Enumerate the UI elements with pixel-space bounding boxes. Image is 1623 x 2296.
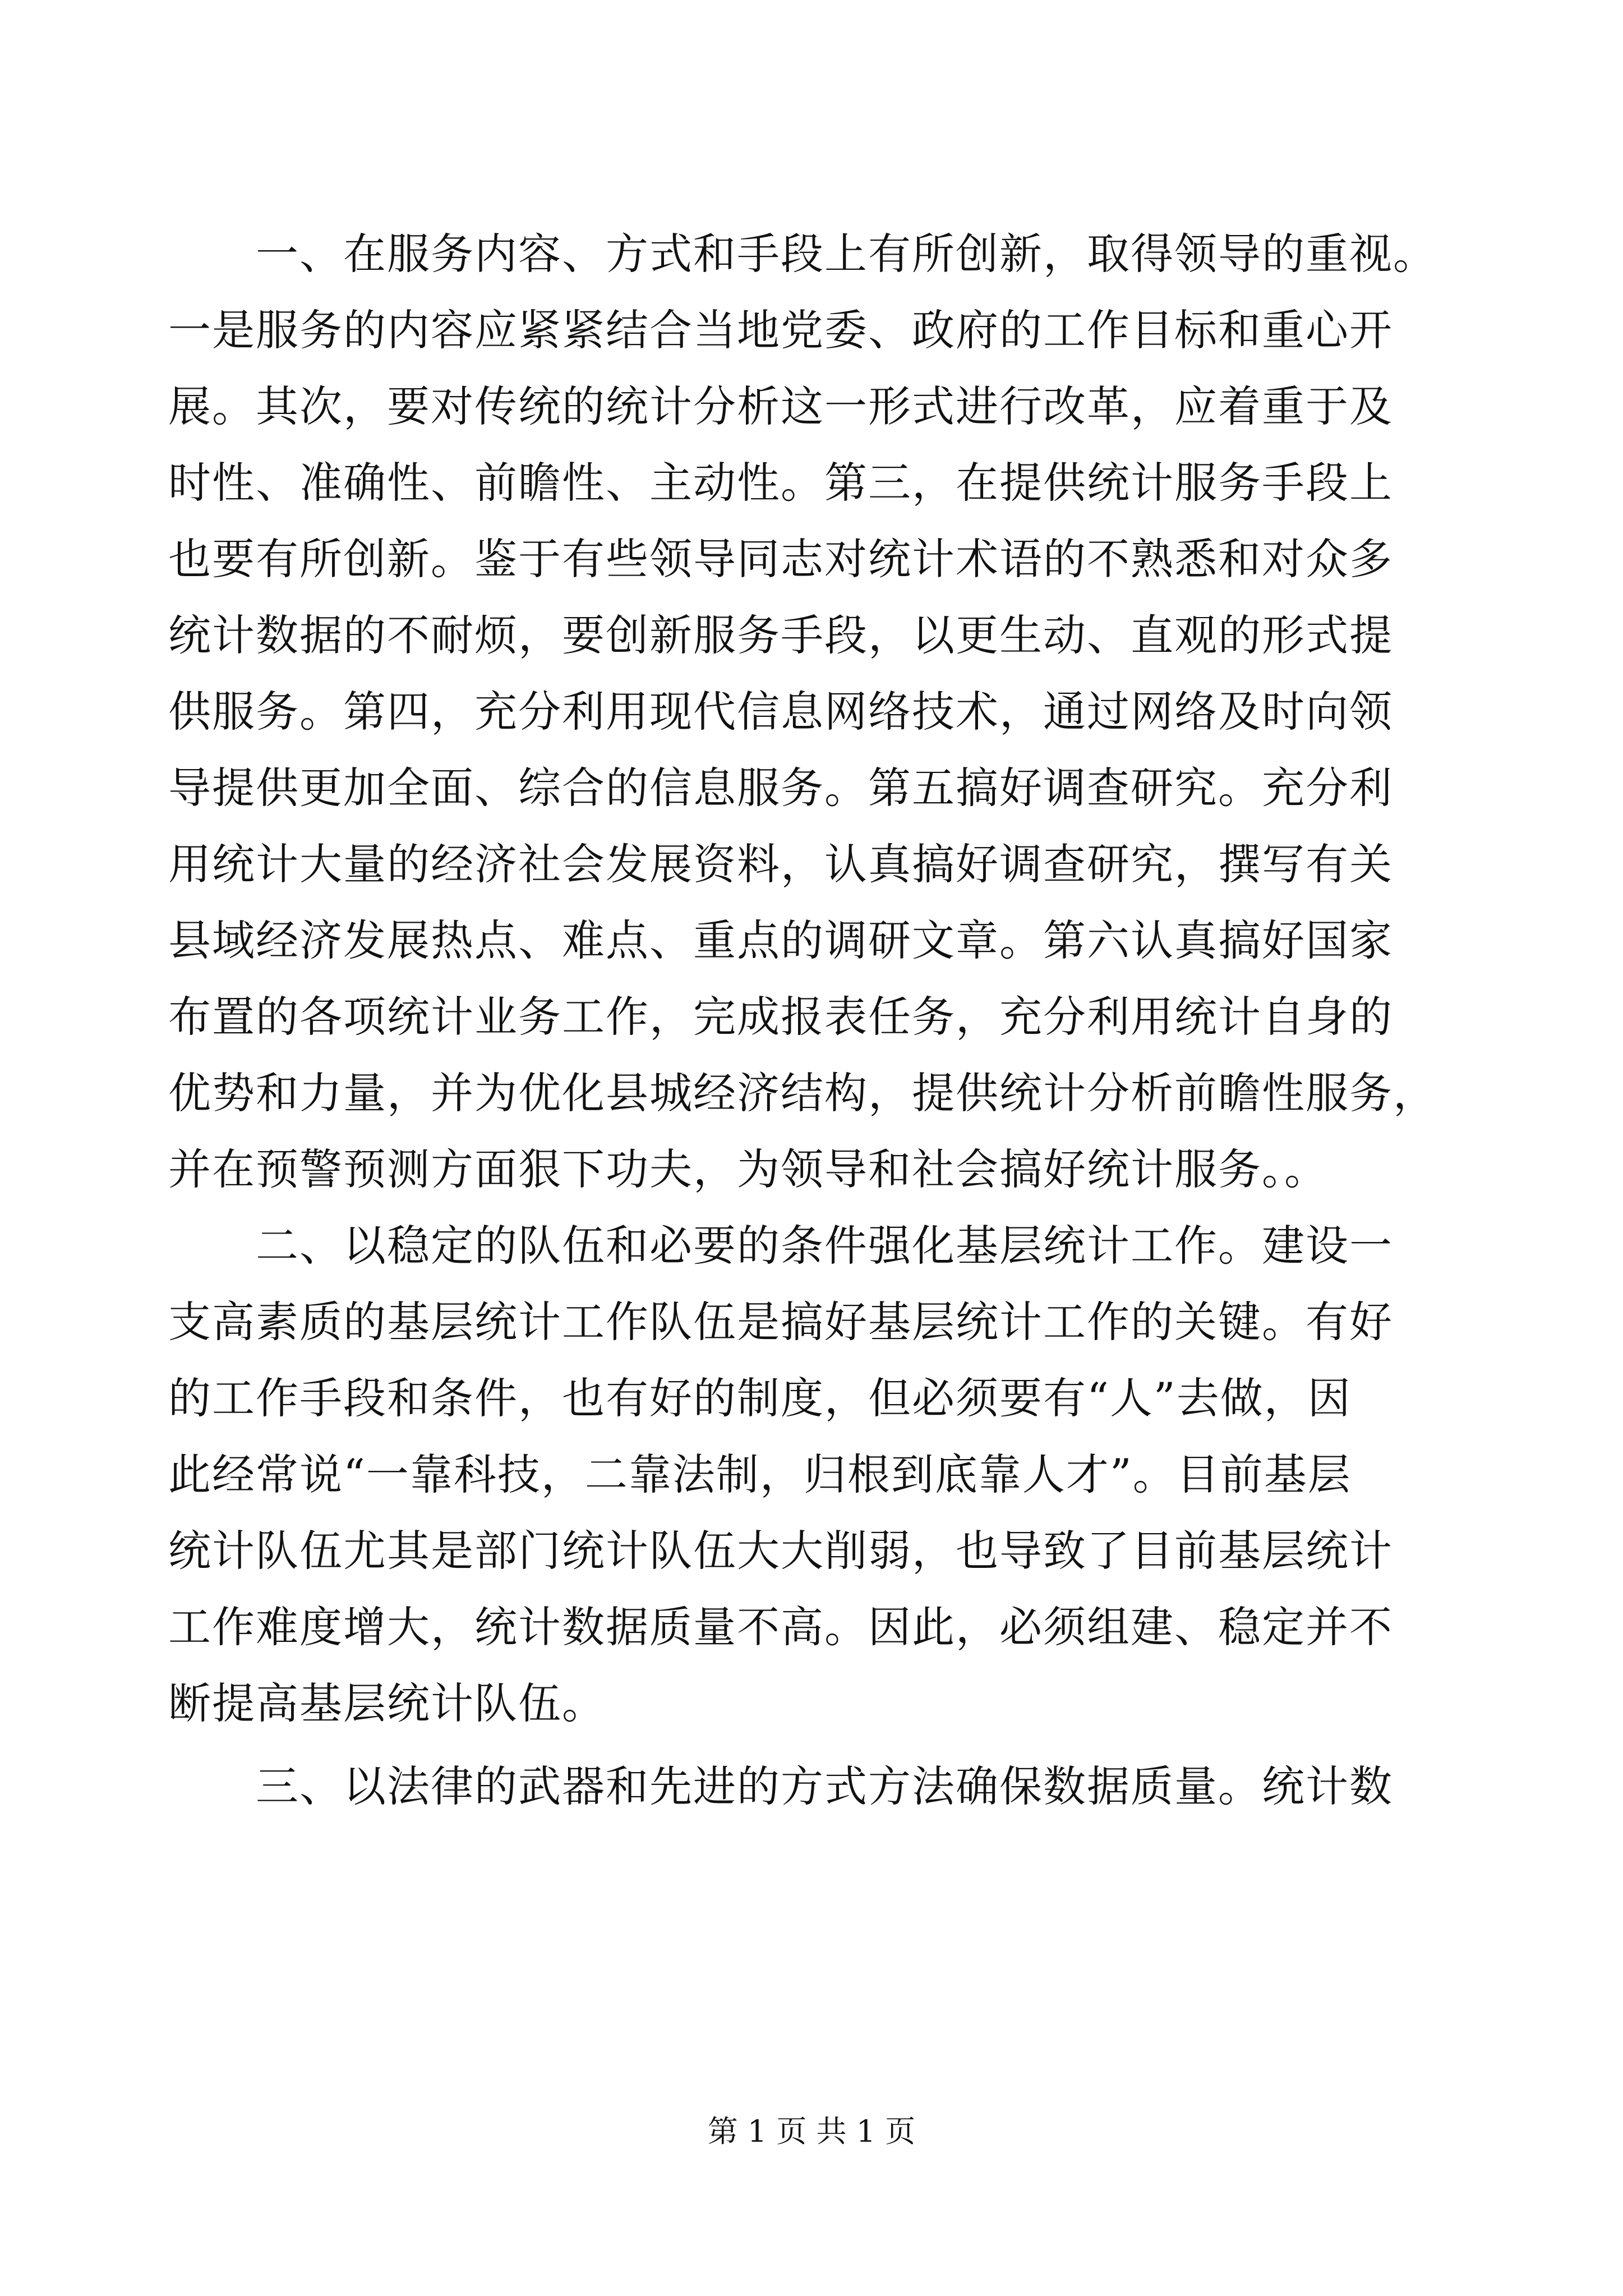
- text-line: 并在预警预测方面狠下功夫，为领导和社会搞好统计服务。。: [168, 1144, 1328, 1194]
- page-number-label: 第 1 页 共 1 页: [707, 2114, 916, 2149]
- text-line: 断提高基层统计队伍。: [168, 1678, 606, 1728]
- document-body: [168, 216, 1458, 1825]
- text-line: 此经常说“一靠科技，二靠法制，归根到底靠人才”。目前基层: [168, 1450, 1352, 1499]
- text-line: 用统计大量的经济社会发展资料，认真搞好调查研究，撰写有关: [168, 839, 1393, 889]
- text-line: 的工作手段和条件，也有好的制度，但必须要有“人”去做，因: [168, 1373, 1352, 1423]
- text-line: 供服务。第四，充分利用现代信息网络技术，通过网络及时向领: [168, 687, 1393, 737]
- text-line: 三、以法律的武器和先进的方式方法确保数据质量。统计数: [168, 1761, 1393, 1811]
- text-line: 二、以稳定的队伍和必要的条件强化基层统计工作。建设一: [168, 1221, 1393, 1271]
- text-line: 时性、准确性、前瞻性、主动性。第三，在提供统计服务手段上: [168, 458, 1393, 508]
- paragraph-gap: [168, 1742, 1458, 1749]
- page-footer: [0, 2112, 1623, 2151]
- text-line: 也要有所创新。鉴于有些领导同志对统计术语的不熟悉和对众多: [168, 534, 1393, 584]
- text-line: 一、在服务内容、方式和手段上有所创新，取得领导的重视。: [168, 229, 1437, 279]
- paragraph-2: [168, 1208, 1458, 1742]
- text-line: 布置的各项统计业务工作，完成报表任务，充分利用统计自身的: [168, 992, 1393, 1042]
- text-line: 县域经济发展热点、难点、重点的调研文章。第六认真搞好国家: [168, 915, 1393, 965]
- text-line: 导提供更加全面、综合的信息服务。第五搞好调查研究。充分利: [168, 763, 1393, 813]
- text-line: 工作难度增大，统计数据质量不高。因此，必须组建、稳定并不: [168, 1602, 1393, 1652]
- text-line: 一是服务的内容应紧紧结合当地党委、政府的工作目标和重心开: [168, 305, 1393, 355]
- text-line: 统计队伍尤其是部门统计队伍大大削弱，也导致了目前基层统计: [168, 1526, 1393, 1576]
- paragraph-1: [168, 216, 1458, 1208]
- text-line: 支高素质的基层统计工作队伍是搞好基层统计工作的关键。有好: [168, 1297, 1393, 1347]
- paragraph-3: [168, 1749, 1458, 1825]
- text-line: 展。其次，要对传统的统计分析这一形式进行改革，应着重于及: [168, 381, 1393, 431]
- text-line: 统计数据的不耐烦，要创新服务手段，以更生动、直观的形式提: [168, 610, 1393, 660]
- text-line: 优势和力量，并为优化县城经济结构，提供统计分析前瞻性服务，: [168, 1068, 1437, 1118]
